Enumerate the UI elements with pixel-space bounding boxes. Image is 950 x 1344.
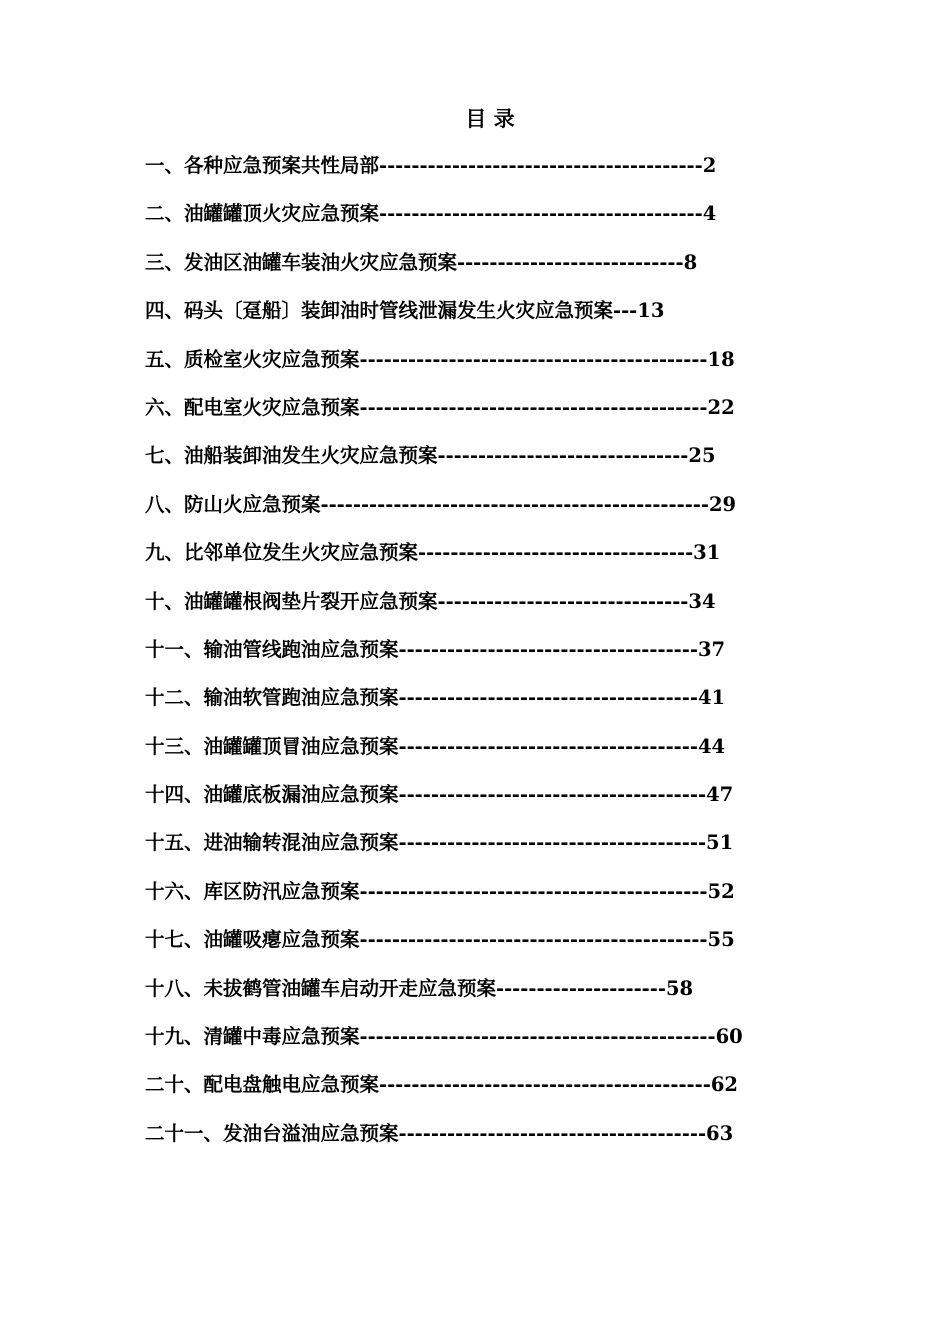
toc-list	[145, 150, 765, 1166]
toc-entry-text: 十九、清罐中毒应急预案--------------------------------------------60	[145, 1025, 743, 1049]
toc-entry-21[interactable]	[145, 1118, 765, 1166]
toc-entry-text: 十八、未拔鹤管油罐车启动开走应急预案---------------------58	[145, 976, 694, 1000]
toc-entry-12[interactable]	[145, 682, 765, 730]
toc-entry-8[interactable]	[145, 489, 765, 537]
toc-entry-text: 七、油船装卸油发生火灾应急预案-------------------------------25	[145, 444, 716, 468]
toc-entry-text: 九、比邻单位发生火灾应急预案----------------------------------31	[145, 541, 721, 565]
toc-entry-16[interactable]	[145, 876, 765, 924]
toc-entry-11[interactable]	[145, 634, 765, 682]
toc-title: 目 录	[465, 106, 515, 131]
toc-entry-text: 二十、配电盘触电应急预案-----------------------------------------62	[145, 1073, 738, 1097]
toc-entry-4[interactable]	[145, 295, 765, 343]
toc-entry-14[interactable]	[145, 779, 765, 827]
toc-entry-text: 十一、输油管线跑油应急预案-------------------------------------37	[145, 637, 726, 661]
toc-entry-text: 十六、库区防汛应急预案-------------------------------------------52	[145, 879, 735, 903]
toc-entry-text: 六、配电室火灾应急预案-------------------------------------------22	[145, 395, 735, 419]
toc-entry-1[interactable]	[145, 150, 765, 198]
toc-entry-2[interactable]	[145, 198, 765, 246]
toc-entry-text: 八、防山火应急预案------------------------------------------------29	[145, 492, 737, 516]
toc-entry-text: 二、油罐罐顶火灾应急预案----------------------------------------4	[145, 202, 717, 226]
toc-entry-13[interactable]	[145, 731, 765, 779]
toc-entry-text: 十七、油罐吸瘪应急预案-------------------------------------------55	[145, 928, 735, 952]
toc-entry-9[interactable]	[145, 537, 765, 585]
toc-entry-15[interactable]	[145, 827, 765, 875]
toc-entry-18[interactable]	[145, 973, 765, 1021]
toc-entry-17[interactable]	[145, 924, 765, 972]
toc-entry-6[interactable]	[145, 392, 765, 440]
toc-entry-text: 三、发油区油罐车装油火灾应急预案----------------------------8	[145, 250, 698, 274]
toc-entry-text: 十四、油罐底板漏油应急预案--------------------------------------47	[145, 783, 734, 807]
toc-entry-text: 十三、油罐罐顶冒油应急预案-------------------------------------44	[145, 734, 726, 758]
toc-entry-text: 一、各种应急预案共性局部----------------------------------------2	[145, 154, 717, 177]
toc-entry-text: 十二、输油软管跑油应急预案-------------------------------------41	[145, 686, 726, 710]
toc-entry-text: 四、码头〔趸船〕装卸油时管线泄漏发生火灾应急预案---13	[145, 299, 665, 323]
toc-entry-5[interactable]	[145, 344, 765, 392]
toc-entry-3[interactable]	[145, 247, 765, 295]
toc-entry-19[interactable]	[145, 1021, 765, 1069]
toc-entry-text: 五、质检室火灾应急预案-------------------------------------------18	[145, 347, 735, 371]
toc-entry-7[interactable]	[145, 440, 765, 488]
toc-entry-10[interactable]	[145, 586, 765, 634]
toc-entry-20[interactable]	[145, 1069, 765, 1117]
toc-entry-text: 十五、进油输转混油应急预案--------------------------------------51	[145, 831, 734, 855]
toc-entry-text: 二十一、发油台溢油应急预案--------------------------------------63	[145, 1121, 734, 1145]
toc-entry-text: 十、油罐罐根阀垫片裂开应急预案-------------------------------34	[145, 589, 716, 613]
